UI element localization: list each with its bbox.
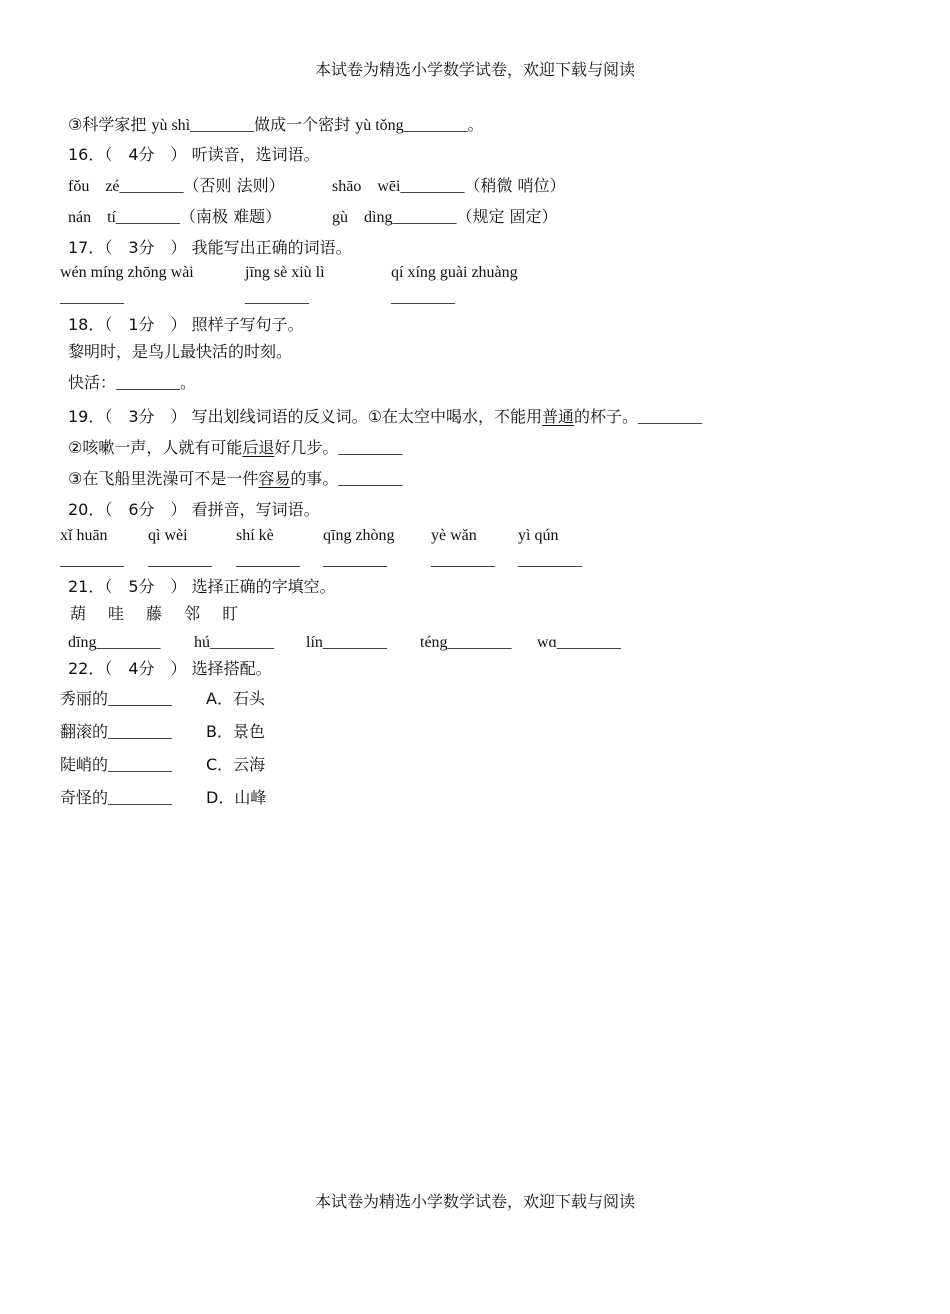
- q22-heading: 22．（ 4分 ） 选择搭配。: [68, 659, 272, 678]
- character: 邻: [184, 604, 201, 623]
- q17-pinyin-2: jīng sè xiù lì: [245, 264, 325, 281]
- q21-heading: 21．（ 5分 ） 选择正确的字填空。: [68, 577, 336, 596]
- q21-item-1: dīng________: [68, 634, 161, 651]
- answer-blank[interactable]: ________: [60, 289, 124, 306]
- answer-blank[interactable]: ________: [323, 552, 387, 569]
- answer-blank[interactable]: ________: [322, 634, 387, 651]
- underlined-word: 容易: [258, 469, 291, 488]
- answer-blank[interactable]: ________: [116, 209, 180, 226]
- page-header: 本试卷为精选小学数学试卷，欢迎下载与阅读: [314, 60, 635, 79]
- answer-blank[interactable]: ________: [431, 552, 495, 569]
- character: 藤: [146, 604, 163, 623]
- answer-blank[interactable]: ________: [119, 178, 184, 195]
- answer-blank[interactable]: ________: [403, 117, 468, 134]
- answer-blank[interactable]: ________: [638, 409, 703, 426]
- q16-item-2: shāo wēi________（稍微 哨位）: [332, 176, 566, 195]
- q19-heading: 19．（ 3分 ） 写出划线词语的反义词。①在太空中喝水，不能用普通的杯子。________: [68, 407, 703, 426]
- q20-pinyin-4: qīng zhòng: [323, 527, 395, 544]
- q20-pinyin-5: yè wǎn: [431, 527, 477, 544]
- q16-heading: 16．（ 4分 ） 听读音，选词语。: [68, 145, 320, 164]
- answer-blank[interactable]: ________: [108, 757, 173, 774]
- q20-pinyin-6: yì qún: [518, 527, 559, 544]
- q22-option-b: B．景色: [206, 722, 265, 741]
- character: 葫: [70, 604, 87, 623]
- answer-blank[interactable]: ________: [116, 375, 181, 392]
- underlined-word: 后退: [242, 438, 275, 457]
- answer-blank[interactable]: ________: [148, 552, 212, 569]
- answer-blank[interactable]: ________: [60, 552, 124, 569]
- q21-item-2: hú________: [194, 634, 274, 651]
- character: 哇: [108, 604, 125, 623]
- answer-blank[interactable]: ________: [236, 552, 300, 569]
- q22-left-4: 奇怪的________: [60, 788, 173, 807]
- answer-blank[interactable]: ________: [338, 471, 403, 488]
- q20-pinyin-1: xǐ huān: [60, 527, 108, 544]
- q22-left-1: 秀丽的________: [60, 689, 173, 708]
- q18-example: 黎明时，是鸟儿最快活的时刻。: [68, 342, 293, 361]
- page-footer: 本试卷为精选小学数学试卷，欢迎下载与阅读: [314, 1192, 635, 1211]
- q22-option-c: C．云海: [206, 755, 266, 774]
- q20-pinyin-3: shí kè: [236, 527, 274, 544]
- q17-heading: 17．（ 3分 ） 我能写出正确的词语。: [68, 238, 352, 257]
- q19-item-3: ③在飞船里洗澡可不是一件容易的事。________: [68, 469, 403, 488]
- answer-blank[interactable]: ________: [108, 691, 173, 708]
- q17-pinyin-3: qí xíng guài zhuàng: [391, 264, 518, 281]
- answer-blank[interactable]: ________: [518, 552, 582, 569]
- answer-blank[interactable]: ________: [391, 289, 455, 306]
- q20-heading: 20．（ 6分 ） 看拼音，写词语。: [68, 500, 320, 519]
- q18-heading: 18．（ 1分 ） 照样子写句子。: [68, 315, 304, 334]
- answer-blank[interactable]: ________: [556, 634, 621, 651]
- q22-left-2: 翻滚的________: [60, 722, 173, 741]
- q18-answer-line: 快活：________。: [68, 373, 197, 392]
- answer-blank[interactable]: ________: [210, 634, 274, 651]
- answer-blank[interactable]: ________: [400, 178, 465, 195]
- q21-character-bank: [70, 603, 260, 625]
- q15-item-3: ③科学家把 yù shì________做成一个密封 yù tǒng________。: [68, 115, 484, 134]
- answer-blank[interactable]: ________: [392, 209, 457, 226]
- q16-item-4: gù dìng________（规定 固定）: [332, 207, 558, 226]
- q22-option-d: D．山峰: [206, 788, 267, 807]
- answer-blank[interactable]: ________: [447, 634, 512, 651]
- q19-item-2: ②咳嗽一声，人就有可能后退好几步。________: [68, 438, 403, 457]
- q21-item-3: lín________: [306, 634, 387, 651]
- q22-option-a: A．石头: [206, 689, 265, 708]
- q16-item-3: nán tí________（南极 难题）: [68, 207, 282, 226]
- q21-item-4: téng________: [420, 634, 512, 651]
- q20-pinyin-2: qì wèi: [148, 527, 188, 544]
- underlined-word: 普通: [541, 407, 574, 426]
- answer-blank[interactable]: ________: [338, 440, 403, 457]
- q21-item-5: wɑ________: [537, 634, 621, 651]
- q22-left-3: 陡峭的________: [60, 755, 173, 774]
- character: 盯: [222, 604, 239, 623]
- answer-blank[interactable]: ________: [245, 289, 309, 306]
- q17-pinyin-1: wén míng zhōng wài: [60, 264, 194, 281]
- answer-blank[interactable]: ________: [108, 724, 173, 741]
- answer-blank[interactable]: ________: [96, 634, 161, 651]
- answer-blank[interactable]: ________: [190, 117, 255, 134]
- q16-item-1: fǒu zé________（否则 法则）: [68, 176, 285, 195]
- answer-blank[interactable]: ________: [108, 790, 173, 807]
